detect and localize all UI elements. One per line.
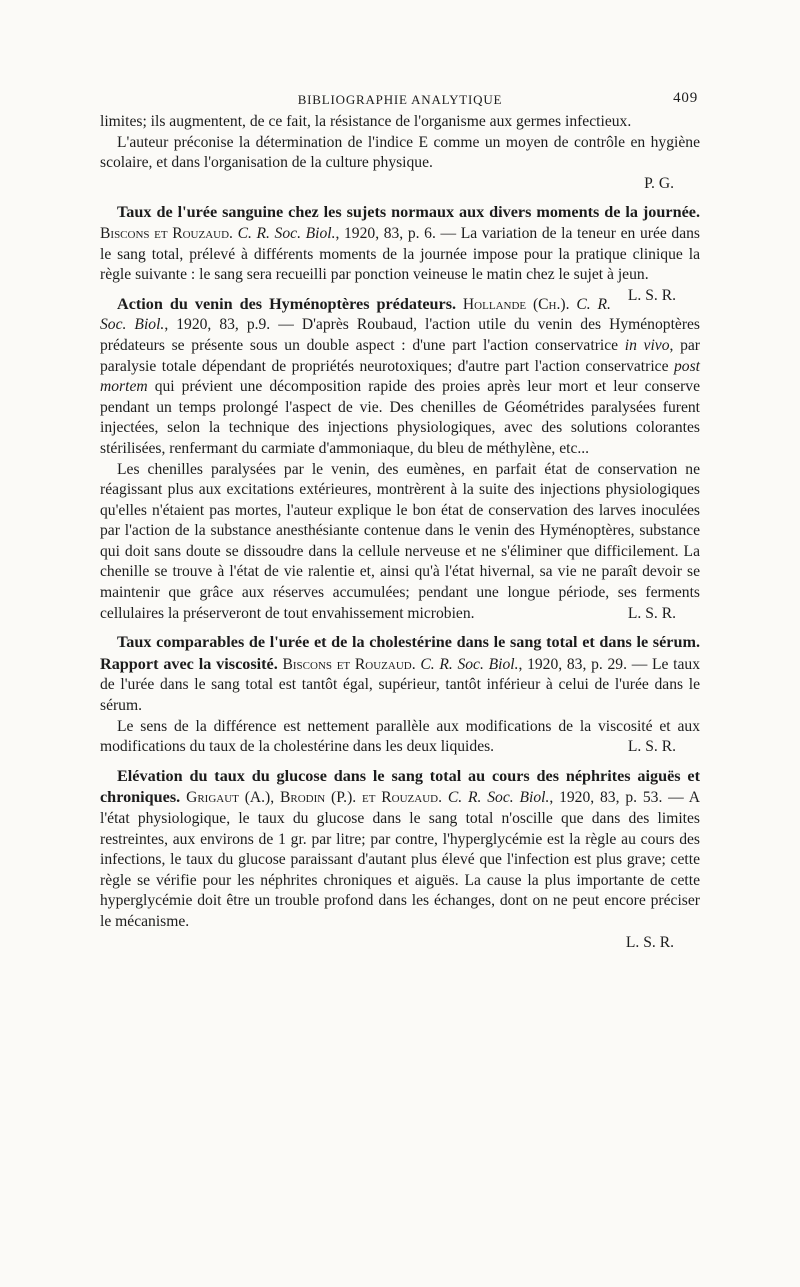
entry-2-citation: , 1920, 83, p.9. bbox=[164, 316, 271, 334]
entry-1-body: — La variation de la teneur en urée dans le sang total, prélevé à différents moments de la journée impose pour la pratique clinique la règle suivante : le sang sera recueilli par ponction veineuse le matin chez le sujet à jeun. bbox=[100, 224, 701, 284]
entry-1-authors: Biscons et Rouzaud. bbox=[100, 224, 233, 242]
entry-2-italic-1: in vivo bbox=[624, 336, 670, 354]
entry-2-body-a: — D'après Roubaud, l'action utile du venin des Hyménoptères prédateurs se présente sous un double aspect : d'une part l'action conservatrice bbox=[100, 316, 700, 354]
entry-1-citation: , 1920, 83, p. 6. bbox=[335, 224, 436, 242]
entry-3-title: Taux comparables de l'urée et de la cholestérine dans le sang total et dans le sérum. Rapport avec la viscosité. bbox=[100, 633, 700, 673]
intro-paragraph-1: limites; ils augmentent, de ce fait, la résistance de l'organisme aux germes infectieux. bbox=[100, 113, 632, 130]
entry-3-p2-text: Le sens de la différence est nettement parallèle aux modifications de la viscosité et aux modifications du taux de la cholestérine dans les deux liquides. bbox=[100, 717, 700, 756]
page-number: 409 bbox=[673, 90, 698, 106]
entry-4-signature: L. S. R. bbox=[625, 933, 674, 951]
entry-1-journal: C. R. Soc. Biol. bbox=[237, 224, 336, 242]
entry-2-journal: C. R. Soc. Biol. bbox=[100, 295, 611, 334]
entry-2-italic-2: post mortem bbox=[100, 357, 700, 396]
entry-3-citation: , 1920, 83, p. 29. bbox=[518, 655, 627, 673]
entry-4 bbox=[100, 766, 700, 933]
entry-3-journal: C. R. Soc. Biol. bbox=[420, 655, 519, 673]
intro-paragraph-2: L'auteur préconise la détermination de l'indice E comme un moyen de contrôle en hygiène scolaire, et dans l'organisation de la culture physique. bbox=[100, 133, 700, 172]
entry-1-title: Taux de l'urée sanguine chez les sujets normaux aux divers moments de la journée. bbox=[117, 203, 700, 222]
entry-3-body: — Le taux de l'urée dans le sang total est tantôt égal, supérieur, tantôt inférieur à celui de l'urée dans le sérum. bbox=[100, 655, 700, 715]
entry-2 bbox=[100, 294, 700, 460]
entry-3 bbox=[100, 632, 700, 716]
entry-2-body-c: qui prévient une décomposition rapide des proies après leur mort et leur conserve pendant un temps prolongé l'aspect de vie. Des chenilles de Géométrides paralysées furent injectées, selon la technique des injections physiologiques, avec des solutions colorantes stérilisées, renfermant du carmiate d'ammoniaque, du bleu de méthylène, etc... bbox=[100, 378, 700, 457]
entry-1-signature: L. S. R. bbox=[627, 286, 676, 304]
page-header bbox=[100, 88, 700, 112]
running-title: BIBLIOGRAPHIE ANALYTIQUE bbox=[297, 92, 503, 107]
entry-3-signature: L. S. R. bbox=[627, 738, 676, 756]
entry-3-authors: Biscons et Rouzaud. bbox=[282, 655, 416, 673]
entry-4-citation: , 1920, 83, p. 53. bbox=[549, 789, 663, 807]
page bbox=[100, 88, 700, 953]
entry-4-body: — A l'état physiologique, le taux du glucose dans le sang total n'oscille que dans des limites restreintes, aux environs de 1 gr. par litre; par contre, l'hyperglycémie est la règle au cours des infections, le taux du glucose paraissant d'autant plus élevé que l'infection est plus grave; cette règle se vérifie pour les néphrites chroniques et aiguës. La cause la plus importante de cette hyperglycémie doit être un trouble profond dans les échanges, dont on ne peut encore préciser le mécanisme. bbox=[100, 789, 700, 930]
entry-2-paragraph-2 bbox=[100, 460, 700, 625]
intro-signature: P. G. bbox=[644, 174, 674, 192]
entry-2-body-b: , par paralysie totale dépendant de propriétés neurotoxiques; d'autre part l'action conservatrice bbox=[100, 336, 700, 375]
entry-2-authors: Hollande (Ch.). bbox=[462, 295, 570, 313]
entry-2-signature: L. S. R. bbox=[627, 604, 676, 622]
entry-2-p2-text: Les chenilles paralysées par le venin, des eumènes, en parfait état de conservation ne réagissant plus aux excitations extérieures, montrèrent à la suite des injections physiologiques qu'elles n'étaient pas mortes, l'auteur explique le bon état de conservation des larves inoculées par l'action de la substance anesthésiante contenue dans le venin des Hyménoptères, substance qui doit sans doute se dissoudre dans la cellule nerveuse et ne s'éliminer que difficilement. La chenille se trouve à l'état de vie ralentie et, ainsi qu'à l'état hivernal, sa vie ne paraît devoir se maintenir que grâce aux réserves accumulées; pendant une longue période, ses ferments cellulaires la préserveront de tout envahissement microbien. bbox=[100, 460, 700, 622]
entry-4-journal: C. R. Soc. Biol. bbox=[447, 789, 550, 807]
entry-2-title: Action du venin des Hyménoptères prédateurs. bbox=[117, 294, 457, 313]
entry-3-paragraph-2 bbox=[100, 717, 700, 758]
entry-4-authors: Grigaut (A.), Brodin (P.). et Rouzaud. bbox=[186, 789, 442, 807]
entry-4-title: Elévation du taux du glucose dans le sang total au cours des néphrites aiguës et chroniques. bbox=[100, 766, 700, 807]
